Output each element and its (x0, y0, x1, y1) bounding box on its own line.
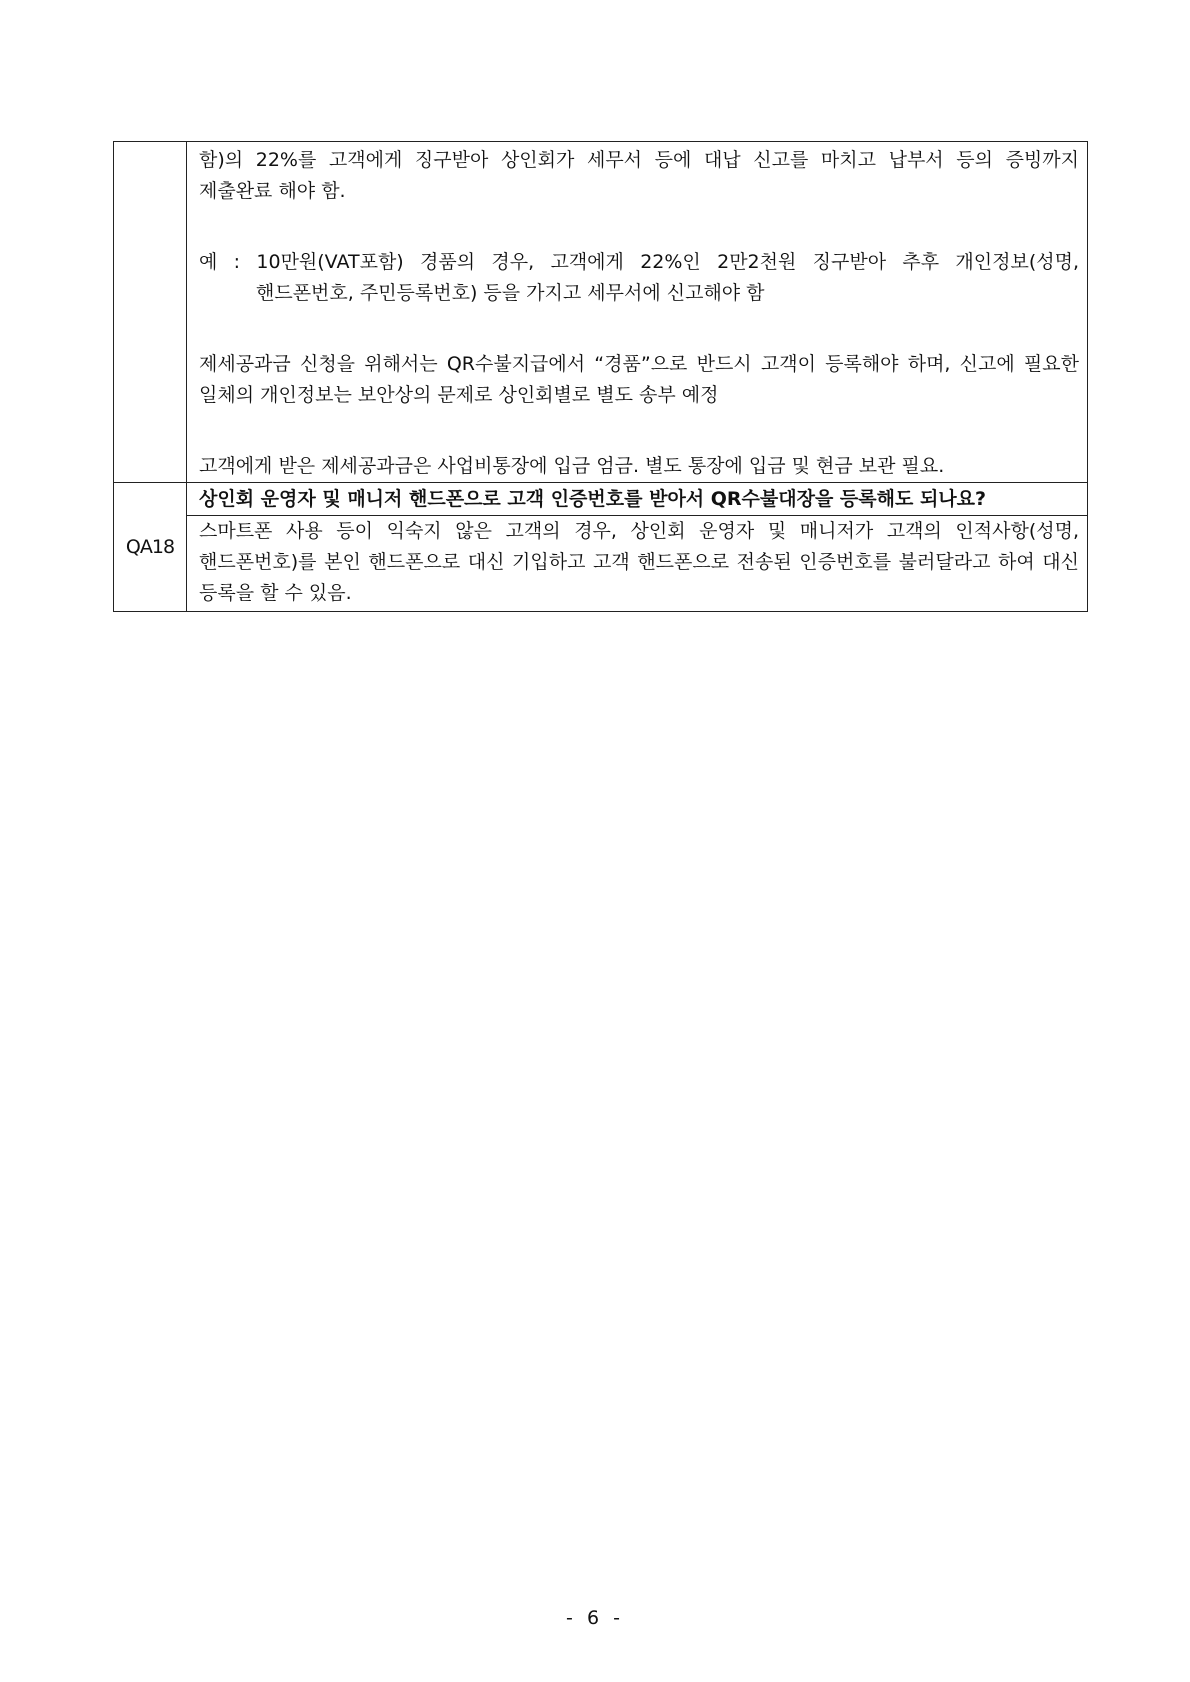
row-label-cell (114, 142, 187, 483)
answer-paragraph: 스마트폰 사용 등이 익숙지 않은 고객의 경우, 상인회 운영자 및 매니저가 고객의 인적사항(성명, 핸드폰번호)를 본인 핸드폰으로 대신 기입하고 고객 핸드폰으로 전송된 인증번호를 불러달라고 하여 대신 등록을 할 수 있음. (199, 520, 1079, 604)
qa-table (113, 141, 1088, 612)
page-number: - 6 - (566, 1607, 624, 1629)
answer-paragraph: 고객에게 받은 제세공과금은 사업비통장에 입금 엄금. 별도 통장에 입금 및 현금 보관 필요. (199, 455, 945, 477)
answer-paragraph: 함)의 22%를 고객에게 징구받아 상인회가 세무서 등에 대납 신고를 마치고 납부서 등의 증빙까지 제출완료 해야 함. (199, 149, 1079, 202)
answer-content-cell (187, 142, 1088, 483)
table-row (114, 516, 1088, 612)
answer-paragraph: 제세공과금 신청을 위해서는 QR수불지급에서 “경품”으로 반드시 고객이 등록해야 하며, 신고에 필요한 일체의 개인정보는 보안상의 문제로 상인회별로 별도 송부 예정 (199, 353, 1079, 406)
table-row (114, 142, 1088, 483)
question-text: 상인회 운영자 및 매니저 핸드폰으로 고객 인증번호를 받아서 QR수불대장을 등록해도 되나요? (187, 483, 1088, 516)
answer-content-cell (187, 516, 1088, 612)
table-row (114, 483, 1088, 516)
example-paragraph: 예 : 10만원(VAT포함) 경품의 경우, 고객에게 22%인 2만2천원 징구받아 추후 개인정보(성명, 핸드폰번호, 주민등록번호) 등을 가지고 세무서에 신고해야 함 (199, 251, 1079, 304)
qa-number-label: QA18 (114, 483, 187, 612)
